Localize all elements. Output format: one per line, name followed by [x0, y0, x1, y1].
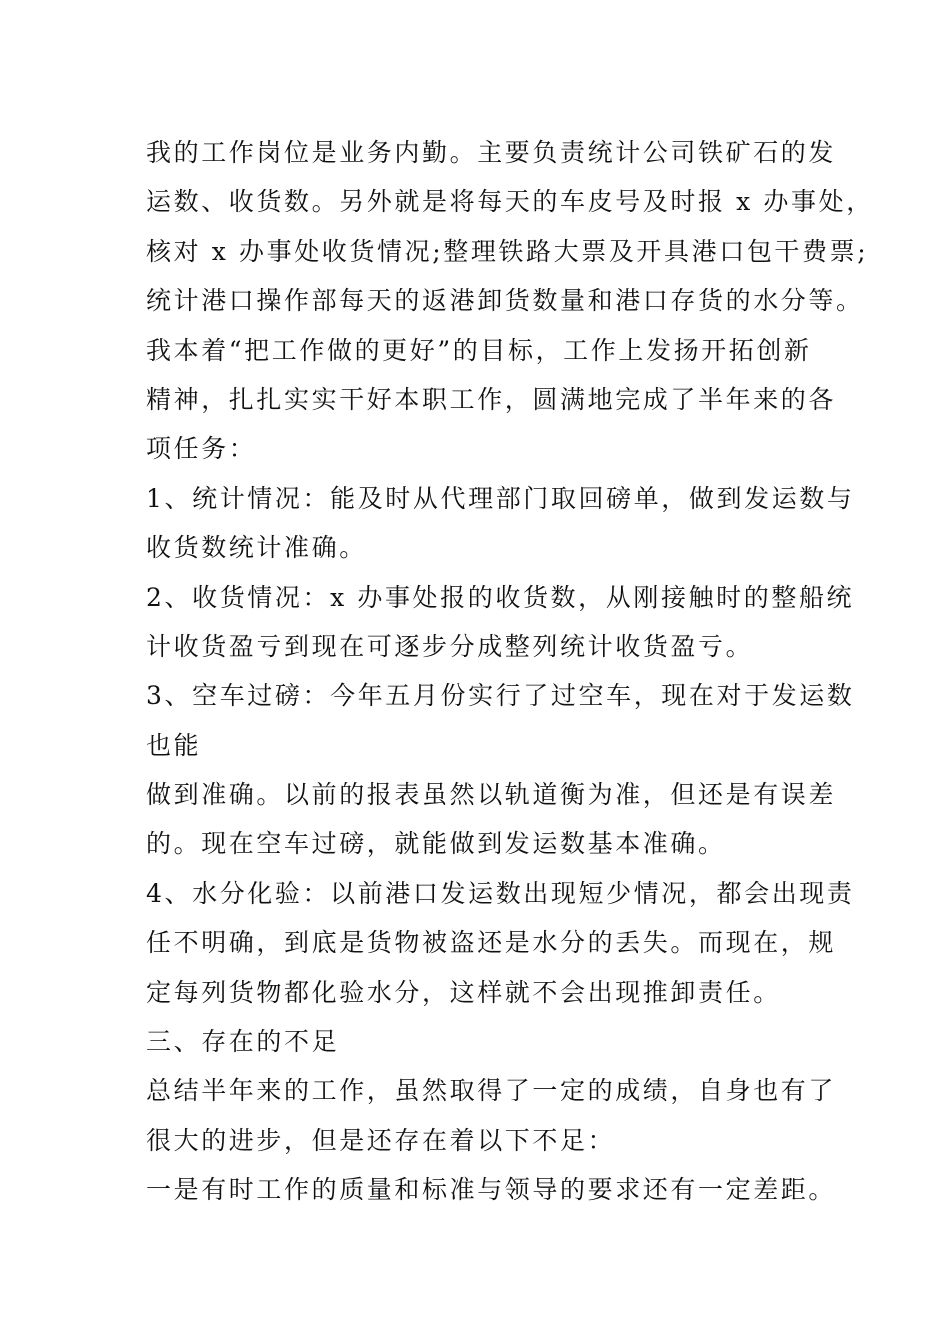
list-item-4: 4、水分化验：以前港口发运数出现短少情况，都会出现责 — [146, 878, 855, 908]
list-item-3: 3、空车过磅：今年五月份实行了过空车，现在对于发运数 — [146, 681, 855, 711]
text-line: 总结半年来的工作，虽然取得了一定的成绩，自身也有了 — [146, 1076, 837, 1106]
text-line: 一是有时工作的质量和标准与领导的要求还有一定差距。 — [146, 1175, 837, 1205]
list-item-2: 2、收货情况：x 办事处报的收货数，从刚接触时的整船统 — [146, 582, 855, 612]
text-line: 核对 x 办事处收货情况;整理铁路大票及开具港口包干费票; — [146, 236, 869, 266]
text-line: 任不明确，到底是货物被盗还是水分的丢失。而现在，规 — [146, 928, 837, 958]
text-line: 的。现在空车过磅，就能做到发运数基本准确。 — [146, 829, 726, 859]
text-line: 做到准确。以前的报表虽然以轨道衡为准，但还是有误差 — [146, 780, 837, 810]
text-line: 我本着“把工作做的更好”的目标，工作上发扬开拓创新 — [146, 335, 812, 365]
text-line: 项任务： — [146, 434, 257, 464]
text-line: 定每列货物都化验水分，这样就不会出现推卸责任。 — [146, 977, 781, 1007]
document-body — [146, 128, 874, 1215]
text-line: 也能 — [146, 730, 202, 760]
text-line: 统计港口操作部每天的返港卸货数量和港口存货的水分等。 — [146, 286, 864, 316]
text-line: 我的工作岗位是业务内勤。主要负责统计公司铁矿石的发 — [146, 138, 837, 167]
text-line: 运数、收货数。另外就是将每天的车皮号及时报 x 办事处， — [146, 187, 874, 217]
text-line: 很大的进步，但是还存在着以下不足： — [146, 1125, 616, 1155]
text-line: 精神，扎扎实实干好本职工作，圆满地完成了半年来的各 — [146, 384, 837, 414]
text-line: 计收货盈亏到现在可逐步分成整列统计收货盈亏。 — [146, 631, 754, 661]
section-heading: 三、存在的不足 — [146, 1027, 340, 1057]
text-line: 收货数统计准确。 — [146, 533, 367, 563]
list-item-1: 1、统计情况：能及时从代理部门取回磅单，做到发运数与 — [146, 483, 855, 513]
